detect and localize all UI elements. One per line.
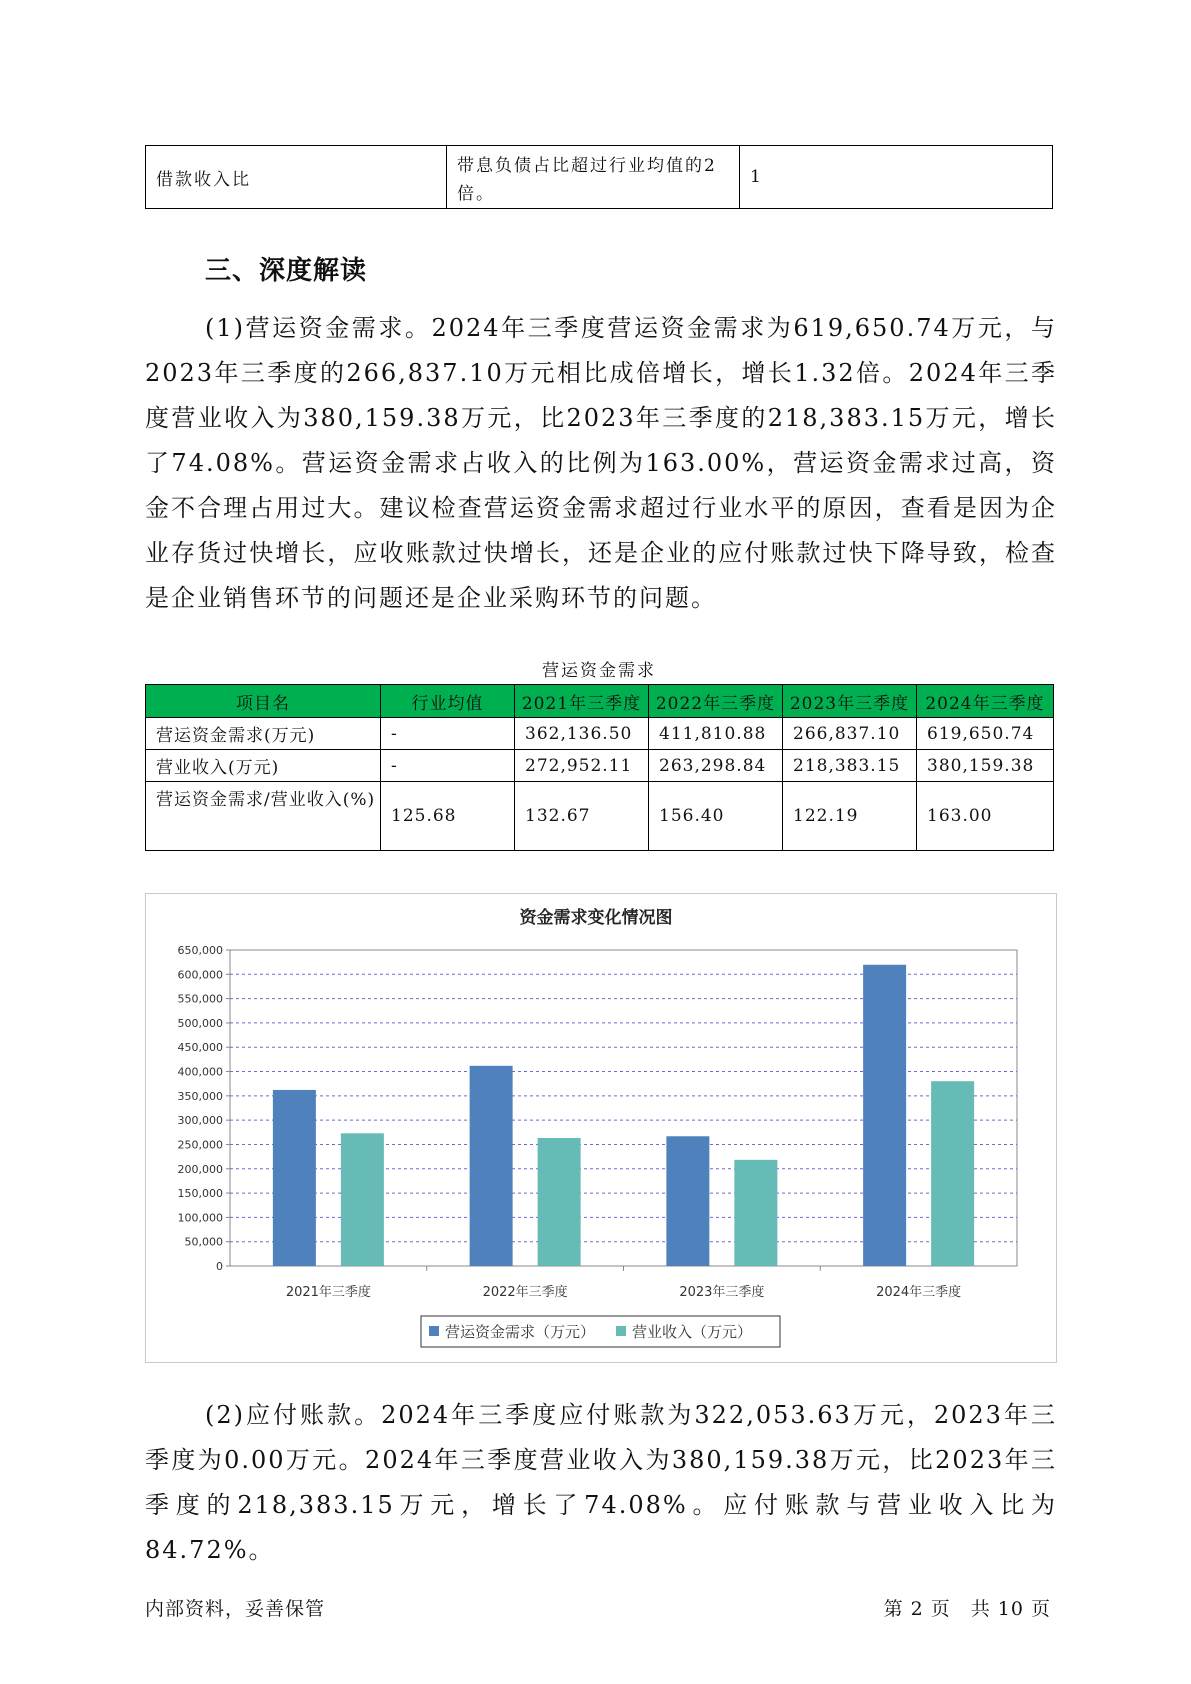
footer-left: 内部资料，妥善保管 <box>145 1598 326 1620</box>
bar <box>666 1136 709 1266</box>
column-header: 项目名 <box>146 685 381 718</box>
legend-swatch <box>616 1326 626 1336</box>
y-tick-label: 200,000 <box>177 1162 223 1176</box>
y-tick-label: 400,000 <box>177 1065 223 1079</box>
legend <box>421 1316 780 1347</box>
page-number: 第 2 页 共 10 页 <box>883 1598 1051 1620</box>
table-cell: 266,837.10 <box>783 718 917 750</box>
table-cell: 122.19 <box>783 782 917 851</box>
chart-title: 资金需求变化情况图 <box>519 908 673 928</box>
data-table <box>145 684 1054 851</box>
y-tick-label: 350,000 <box>177 1089 223 1103</box>
table-row <box>146 718 1054 750</box>
table-header-row <box>146 685 1054 718</box>
bar <box>863 965 906 1266</box>
table-row <box>146 782 1054 851</box>
table-cell: 362,136.50 <box>515 718 649 750</box>
legend-label: 营运资金需求（万元） <box>445 1323 596 1341</box>
table-row <box>146 750 1054 782</box>
y-tick-label: 500,000 <box>177 1016 223 1030</box>
column-header: 2021年三季度 <box>515 685 649 718</box>
section-heading: 三、深度解读 <box>205 256 368 286</box>
legend-label: 营业收入（万元） <box>632 1323 753 1341</box>
paragraph: (1)营运资金需求。2024年三季度营运资金需求为619,650.74万元，与2023年三季度的266,837.10万元相比成倍增长，增长1.32倍。2024年三季度营业收入为380,159.38万元，比2023年三季度的218,383.15万元，增长了74.08%。营运资金需求占收入的比例为163.00%，营运资金需求过高，资金不合理占用过大。建议检查营运资金需求超过行业水平的原因，查看是因为企业存货过快增长，应收账款过快增长，还是企业的应付账款过快下降导致，检查是企业销售环节的问题还是企业采购环节的问题。 <box>145 314 1057 612</box>
y-tick-label: 600,000 <box>177 968 223 982</box>
y-tick-label: 450,000 <box>177 1041 223 1055</box>
y-tick-label: 300,000 <box>177 1114 223 1128</box>
y-tick-label: 550,000 <box>177 992 223 1006</box>
table-cell: 132.67 <box>515 782 649 851</box>
table-cell: 156.40 <box>649 782 783 851</box>
x-tick-label: 2023年三季度 <box>679 1285 765 1300</box>
y-tick-label: 100,000 <box>177 1211 223 1225</box>
table-cell: 411,810.88 <box>649 718 783 750</box>
y-tick-label: 50,000 <box>184 1235 223 1249</box>
x-tick-label: 2022年三季度 <box>482 1285 568 1300</box>
table-cell: 1 <box>740 146 1053 209</box>
bar <box>734 1160 777 1266</box>
legend-swatch <box>429 1326 439 1336</box>
table-row <box>146 146 1053 209</box>
table-cell: 125.68 <box>381 782 515 851</box>
table-cell: - <box>381 718 515 750</box>
table-cell: - <box>381 750 515 782</box>
table-cell: 营运资金需求(万元) <box>146 718 381 750</box>
y-tick-label: 250,000 <box>177 1138 223 1152</box>
y-tick-label: 0 <box>216 1260 223 1273</box>
bar-chart <box>145 893 1057 1363</box>
table-caption: 营运资金需求 <box>542 661 656 681</box>
table-cell: 163.00 <box>917 782 1054 851</box>
bar <box>931 1081 974 1266</box>
table-cell: 借款收入比 <box>146 146 447 209</box>
table-cell: 380,159.38 <box>917 750 1054 782</box>
bar <box>273 1090 316 1266</box>
table-cell: 218,383.15 <box>783 750 917 782</box>
table-cell: 619,650.74 <box>917 718 1054 750</box>
bar <box>470 1066 513 1266</box>
x-tick-label: 2021年三季度 <box>285 1285 371 1300</box>
table-cell: 营运资金需求/营业收入(%) <box>146 782 381 851</box>
table-cell: 272,952.11 <box>515 750 649 782</box>
column-header: 行业均值 <box>381 685 515 718</box>
paragraph: (2)应付账款。2024年三季度应付账款为322,053.63万元，2023年三季度为0.00万元。2024年三季度营业收入为380,159.38万元，比2023年三季度的218,383.15万元，增长了74.08%。应付账款与营业收入比为84.72%。 <box>145 1401 1057 1564</box>
x-tick-label: 2024年三季度 <box>876 1285 962 1300</box>
top-table <box>145 145 1053 209</box>
bar <box>538 1138 581 1266</box>
column-header: 2024年三季度 <box>917 685 1054 718</box>
table-cell: 带息负债占比超过行业均值的2倍。 <box>447 146 740 209</box>
y-tick-label: 650,000 <box>177 944 223 957</box>
column-header: 2023年三季度 <box>783 685 917 718</box>
bar <box>341 1133 384 1266</box>
table-cell: 营业收入(万元) <box>146 750 381 782</box>
y-tick-label: 150,000 <box>177 1187 223 1201</box>
table-cell: 263,298.84 <box>649 750 783 782</box>
column-header: 2022年三季度 <box>649 685 783 718</box>
